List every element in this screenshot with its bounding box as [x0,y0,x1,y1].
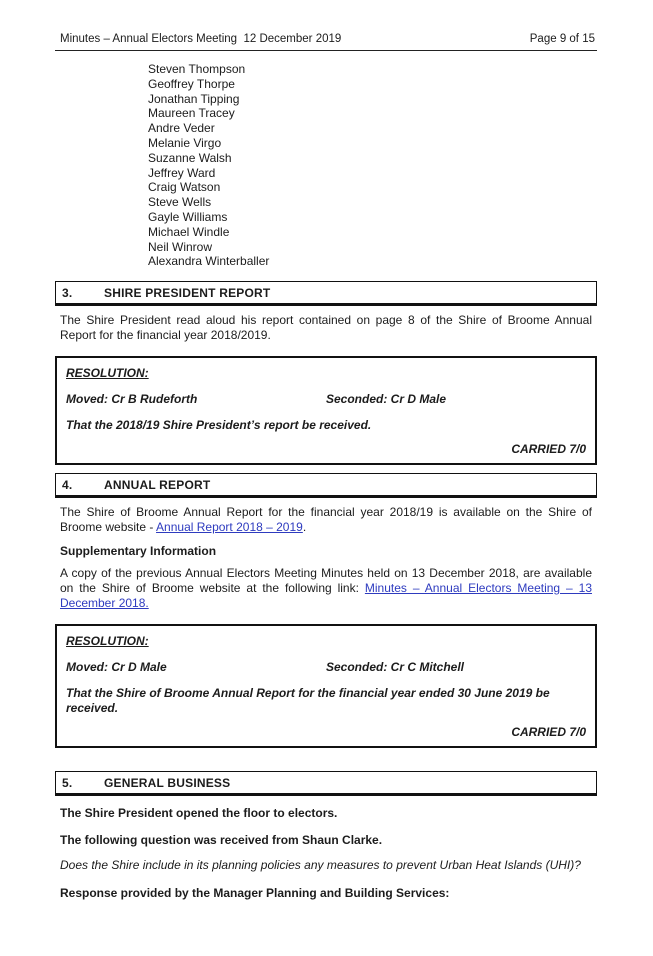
annual-report-text: The Shire of Broome Annual Report for the financial year 2018/19 is available on the Shire of Broome website - [60,505,592,535]
header-page-number: Page 9 of 15 [529,33,595,45]
attendee-name: Melanie Virgo [148,135,222,150]
attendee-name: Steven Thompson [148,62,246,76]
elector-question: Does the Shire include in its planning policies any measures to prevent Urban Heat Islands (UHI)? [60,858,581,873]
attendee-name: Steve Wells [148,195,212,210]
previous-minutes-link[interactable]: Minutes – Annual Electors Meeting – 13 December 2018. [60,581,592,611]
resolution-carried: CARRIED 7/0 [511,442,586,457]
supplementary-text: A copy of the previous Annual Electors Meeting Minutes held on 13 December 2018, are available on the Shire of Broome website at the following link: [60,566,592,596]
response-heading: Response provided by the Manager Planning and Building Services: [60,886,450,901]
general-business-opened-line: The Shire President opened the floor to electors. [60,806,338,821]
resolution-motion: That the 2018/19 Shire President’s report be received. [66,418,372,433]
attendee-name: Jeffrey Ward [148,165,216,180]
shire-president-report-paragraph: The Shire President read aloud his report contained on page 8 of the Shire of Broome Annual Report for the financial year 2018/2019. [60,313,592,343]
section-heading-shire-president-report [55,281,597,306]
resolution-motion: That the Shire of Broome Annual Report for the financial year ended 30 June 2019 be received. [66,686,550,716]
section-number: 4. [62,478,73,493]
header-title: Minutes – Annual Electors Meeting 12 December 2019 [60,33,342,45]
attendee-name: Craig Watson [148,180,221,195]
section-number: 5. [62,776,73,791]
attendee-name: Gayle Williams [148,209,228,224]
section-heading-general-business [55,771,597,796]
resolution-moved: Moved: Cr D Male [66,660,167,675]
resolution-box-annual-report [55,624,597,748]
section-number: 3. [62,286,73,301]
annual-report-link[interactable]: Annual Report 2018 – 2019 [156,520,303,535]
resolution-movers-row [66,392,586,406]
attendee-name: Alexandra Winterballer [148,254,270,269]
resolution-carried: CARRIED 7/0 [511,725,586,740]
resolution-label: RESOLUTION: [66,634,149,649]
supplementary-information-heading: Supplementary Information [60,544,217,559]
resolution-moved: Moved: Cr B Rudeforth [66,392,198,407]
resolution-seconded: Seconded: Cr D Male [326,392,447,407]
resolution-movers-row [66,660,586,674]
section-title: SHIRE PRESIDENT REPORT [104,286,271,301]
attendee-name: Suzanne Walsh [148,150,232,165]
attendee-name: Geoffrey Thorpe [148,76,235,91]
supplementary-information-paragraph [60,566,592,611]
section-heading-annual-report [55,473,597,498]
attendee-name: Michael Windle [148,224,230,239]
document-page [55,33,597,901]
resolution-box-president-report [55,356,597,465]
page-header [55,33,597,51]
attendee-name: Jonathan Tipping [148,91,240,106]
annual-report-text-suffix: . [302,520,307,535]
resolution-label: RESOLUTION: [66,366,149,381]
attendee-name: Maureen Tracey [148,106,235,121]
annual-report-paragraph [60,505,592,535]
section-title: GENERAL BUSINESS [104,776,231,791]
attendee-list [148,62,597,269]
attendee-name: Andre Veder [148,121,215,136]
resolution-seconded: Seconded: Cr C Mitchell [326,660,465,675]
general-business-question-intro: The following question was received from Shaun Clarke. [60,833,383,848]
attendee-name: Neil Winrow [148,239,213,254]
section-title: ANNUAL REPORT [104,478,211,493]
